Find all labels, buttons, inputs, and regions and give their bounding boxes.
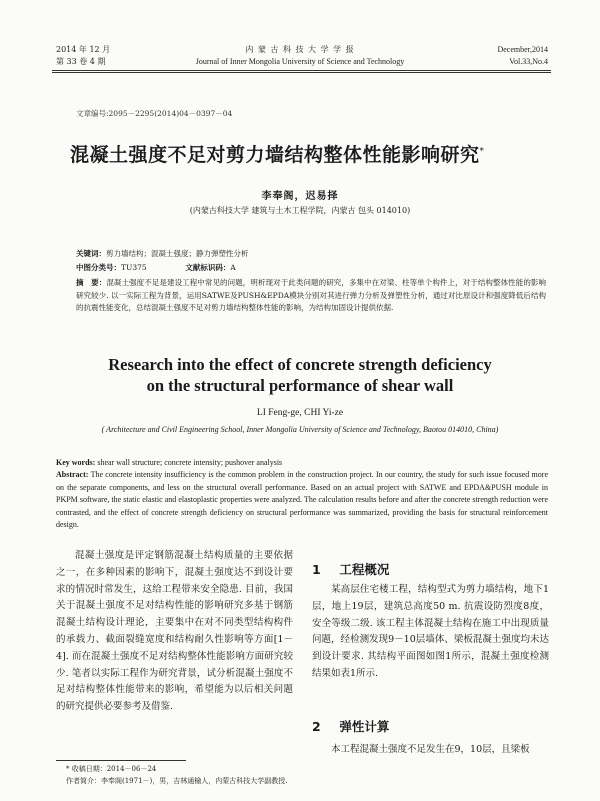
cn-keywords bbox=[76, 248, 546, 260]
footnote-rule bbox=[56, 760, 186, 761]
en-title-line1: Research into the effect of concrete strength deficiency bbox=[108, 355, 492, 374]
header-month: December,2014 bbox=[497, 45, 548, 54]
cn-title-mark: * bbox=[479, 146, 485, 157]
en-abstract-label: Abstract: bbox=[56, 470, 89, 479]
clc-label: 中图分类号： bbox=[76, 263, 121, 272]
footnote-author: 作者简介：李奉阁(1971－)，男，吉林通榆人，内蒙古科技大学副教授. bbox=[66, 777, 288, 785]
section-2-heading bbox=[312, 717, 389, 735]
cn-keywords-label: 关键词： bbox=[76, 249, 106, 258]
article-number: 文章编号:2095－2295(2014)04－0397－04 bbox=[76, 109, 233, 118]
section-1-title: 工程概况 bbox=[339, 562, 390, 577]
header-issue: Vol.33,No.4 bbox=[509, 57, 548, 66]
clc-value: TU375 bbox=[121, 263, 147, 272]
intro-paragraph: 混凝土强度是评定钢筋混凝土结构质量的主要依据之一，在多种因素的影响下，混凝土强度达不到设计要求的情况时常发生，这给工程带来安全隐患. 目前，我国关于混凝土强度不足对结构性能的影响研究多基于钢筋混凝土结构设计理论，主要集中在对不同类型结构构件的承载力、截面裂缝宽度和结构耐久性影响等方面[1－4]. 而在混凝土强度不足对结构整体性能影响方面研究较少. 笔者以实际工程作为研究背景，试分析混凝土强度不足对结构整体性能带来的影响，希望能为以后相关问题的研究提供必要参考及借鉴. bbox=[56, 550, 293, 713]
header-volume: 第 33 卷 4 期 bbox=[56, 57, 106, 66]
header-rule bbox=[52, 70, 551, 71]
en-keywords-label: Key words: bbox=[56, 458, 96, 467]
cn-authors: 李奉阁，迟易择 bbox=[261, 191, 339, 202]
section-2-title: 弹性计算 bbox=[339, 719, 390, 734]
footnote-received: * 收稿日期：2014－06－24 bbox=[66, 765, 157, 773]
cn-abstract-text: 混凝土强度不足是建设工程中常见的问题，明析现对于此类问题的研究，多集中在对梁、柱等单个构件上，对于结构整体性能的影响研究较少. 以一实际工程为背景，运用SATWE及PUSH&EPDA模块分别对其进行弹力分析及弹塑性分析，通过对比原设计和强度降低后结构的抗震性能变化，总结混凝土强度不足对剪力墙结构整体性能的影响，为结构加固设计提供依据. bbox=[76, 278, 546, 312]
en-affiliation: ( Architecture and Civil Engineering School, Inner Mongolia University of Science and Technology, Baotou 014010, China) bbox=[101, 425, 499, 434]
section-1-heading bbox=[312, 560, 389, 578]
section-1-number: 1 bbox=[312, 562, 321, 577]
doc-code-label: 文献标识码： bbox=[185, 263, 231, 272]
header-journal-cn: 内 蒙 古 科 技 大 学 学 报 bbox=[245, 45, 355, 54]
doc-code-value: A bbox=[230, 263, 236, 272]
en-authors: LI Feng-ge, CHI Yi-ze bbox=[256, 408, 344, 418]
header-date: 2014 年 12 月 bbox=[56, 45, 111, 54]
cn-affiliation: (内蒙古科技大学 建筑与土木工程学院，内蒙古 包头 014010) bbox=[189, 206, 411, 215]
section-2-number: 2 bbox=[312, 719, 321, 734]
header-rule-2 bbox=[52, 72, 551, 73]
en-title-line2: on the structural performance of shear wall bbox=[146, 376, 454, 395]
header-journal-en: Journal of Inner Mongolia University of Science and Technology bbox=[195, 57, 405, 66]
en-keywords bbox=[56, 457, 548, 470]
cn-abstract-label: 摘 要： bbox=[76, 278, 107, 287]
cn-title bbox=[70, 140, 540, 167]
en-abstract bbox=[56, 469, 548, 532]
en-keywords-text: shear wall structure; concrete intensity; pushover analysis bbox=[97, 458, 283, 467]
cn-keywords-text: 剪力墙结构；混凝土强度；静力弹塑性分析 bbox=[106, 249, 249, 258]
cn-classification bbox=[76, 262, 546, 274]
en-title bbox=[40, 354, 560, 396]
section-2-text: 本工程混凝土强度不足发生在9，10层，且梁板 bbox=[331, 744, 530, 755]
cn-abstract bbox=[76, 277, 546, 315]
en-abstract-text: The concrete intensity insufficiency is the common problem in the construction project. In our country, the study for such issue focused more on the separate components, and less on the structural overall performance. Based on an actual project with SATWE and EPDA&PUSH module in PKPM software, the static elastic and elastoplastic properties were analyzed. The calculation results before and after the concrete strength reduction were contrasted, and the effect of concrete strength deficiency on structural performance was summarized, providing the basis for structural reinforcement design. bbox=[56, 470, 548, 529]
section-1-text: 某高层住宅楼工程，结构型式为剪力墙结构，地下1层，地上19层，建筑总高度50 m. 抗震设防烈度8度，安全等级二级. 该工程主体混凝土结构在施工中出现质量问题，经检测发现9－10层墙体、梁板混凝土强度均未达到设计要求. 其结构平面图如图1所示，混凝土强度检测结果如表1所示. bbox=[312, 584, 549, 679]
cn-title-text: 混凝土强度不足对剪力墙结构整体性能影响研究 bbox=[70, 144, 480, 166]
